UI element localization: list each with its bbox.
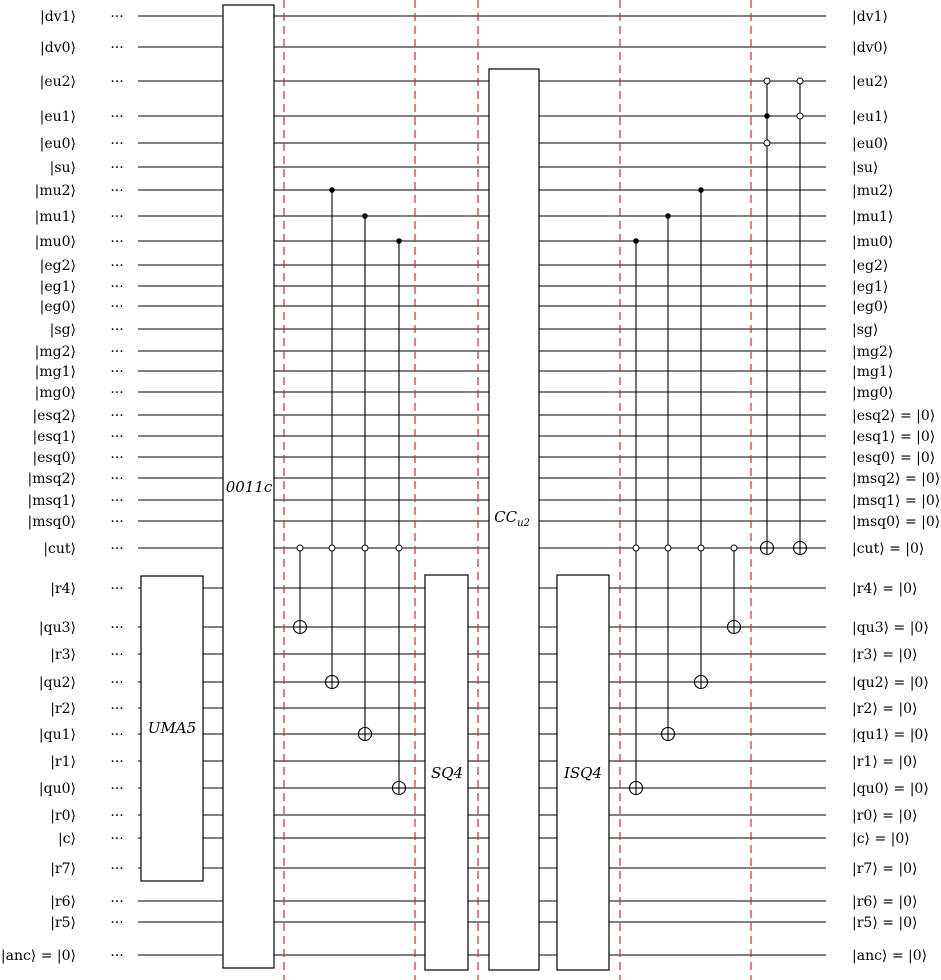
control-dot-open [362, 545, 368, 551]
ellipsis: ··· [110, 385, 124, 401]
left-label: |mg2⟩ [34, 344, 76, 360]
left-label: |esq0⟩ [32, 450, 76, 466]
sq4-gate [425, 575, 468, 970]
ellipsis: ··· [110, 109, 124, 125]
control-dot-open [764, 140, 770, 146]
control-dot-open [297, 545, 303, 551]
ellipsis: ··· [110, 701, 124, 717]
right-label: |msq1⟩ = |0⟩ [852, 493, 941, 509]
ellipsis: ··· [110, 234, 124, 250]
control-dot-open [797, 113, 803, 119]
control-dot-filled [329, 187, 335, 193]
left-label: |eg2⟩ [39, 258, 76, 274]
right-label: |eg0⟩ [852, 299, 889, 315]
control-dot-open [665, 545, 671, 551]
left-label: |r0⟩ [50, 808, 76, 824]
sq4-label: SQ4 [430, 764, 464, 782]
ellipsis: ··· [110, 364, 124, 380]
right-label: |r3⟩ = |0⟩ [852, 647, 918, 663]
left-label: |su⟩ [49, 160, 76, 176]
isq4-gate [557, 575, 609, 970]
left-label: |r6⟩ [50, 894, 76, 910]
left-labels [1, 9, 124, 964]
left-label: |eu1⟩ [39, 109, 76, 125]
ellipsis: ··· [110, 209, 124, 225]
ellipsis: ··· [110, 322, 124, 338]
control-dot-filled [698, 187, 704, 193]
right-label: |qu3⟩ = |0⟩ [852, 620, 929, 636]
right-label: |esq0⟩ = |0⟩ [852, 450, 936, 466]
right-labels [852, 9, 940, 964]
right-label: |r6⟩ = |0⟩ [852, 894, 918, 910]
right-label: |mu2⟩ [852, 183, 894, 199]
ellipsis: ··· [110, 647, 124, 663]
left-label: |mu2⟩ [34, 183, 76, 199]
isq4-label: ISQ4 [563, 764, 603, 782]
left-label: |eg1⟩ [39, 279, 76, 295]
cnot-target [695, 676, 708, 689]
control-dot-open [329, 545, 335, 551]
cc-main-text: CC [494, 508, 518, 526]
ellipsis: ··· [110, 408, 124, 424]
right-label: |qu0⟩ = |0⟩ [852, 781, 929, 797]
left-label: |cut⟩ [43, 541, 76, 557]
cnot-target [728, 621, 741, 634]
cnot-target [630, 782, 643, 795]
left-label: |qu3⟩ [38, 620, 76, 636]
ellipsis: ··· [110, 450, 124, 466]
control-dot-filled [396, 238, 402, 244]
cnot-target [794, 542, 807, 555]
right-label: |dv1⟩ [852, 9, 888, 25]
gates-layer [141, 5, 609, 970]
left-label: |mu1⟩ [34, 209, 76, 225]
right-label: |r5⟩ = |0⟩ [852, 915, 918, 931]
cnot-target [662, 728, 675, 741]
cc-sub-text: u2 [517, 518, 530, 529]
control-dot-open [764, 78, 770, 84]
right-label: |mu0⟩ [852, 234, 894, 250]
right-label: |mu1⟩ [852, 209, 894, 225]
control-dot-open [396, 545, 402, 551]
right-label: |cut⟩ = |0⟩ [852, 541, 925, 557]
g0011c-gate [223, 5, 274, 968]
right-label: |sg⟩ [852, 322, 879, 338]
ellipsis: ··· [110, 581, 124, 597]
control-dot-filled [665, 213, 671, 219]
left-label: |qu2⟩ [38, 675, 76, 691]
ellipsis: ··· [110, 183, 124, 199]
left-label: |r2⟩ [50, 701, 76, 717]
left-label: |msq0⟩ [27, 514, 76, 530]
right-label: |r1⟩ = |0⟩ [852, 754, 918, 770]
right-label: |qu2⟩ = |0⟩ [852, 675, 929, 691]
right-label: |eu1⟩ [852, 109, 889, 125]
left-label: |r4⟩ [50, 581, 76, 597]
right-label: |eg1⟩ [852, 279, 889, 295]
ellipsis: ··· [110, 136, 124, 152]
right-label: |msq2⟩ = |0⟩ [852, 471, 941, 487]
right-label: |r2⟩ = |0⟩ [852, 701, 918, 717]
right-label: |r4⟩ = |0⟩ [852, 581, 918, 597]
ellipsis: ··· [110, 781, 124, 797]
left-label: |mg0⟩ [34, 385, 76, 401]
left-label: |esq1⟩ [32, 429, 76, 445]
ellipsis: ··· [110, 948, 124, 964]
right-label: |c⟩ = |0⟩ [852, 831, 910, 847]
left-label: |eu0⟩ [39, 136, 76, 152]
ellipsis: ··· [110, 894, 124, 910]
control-dot-open [797, 78, 803, 84]
left-label: |msq1⟩ [27, 493, 76, 509]
cnot-target [326, 676, 339, 689]
ellipsis: ··· [110, 279, 124, 295]
right-label: |r7⟩ = |0⟩ [852, 861, 918, 877]
ellipsis: ··· [110, 861, 124, 877]
left-label: |mu0⟩ [34, 234, 76, 250]
control-dot-filled [764, 113, 770, 119]
left-label: |r7⟩ [50, 861, 76, 877]
cnot-target [761, 542, 774, 555]
ellipsis: ··· [110, 541, 124, 557]
control-dot-open [698, 545, 704, 551]
left-label: |sg⟩ [49, 322, 76, 338]
ellipsis: ··· [110, 258, 124, 274]
right-label: |anc⟩ = |0⟩ [852, 948, 928, 964]
left-label: |msq2⟩ [27, 471, 76, 487]
right-label: |r0⟩ = |0⟩ [852, 808, 918, 824]
right-label: |eu0⟩ [852, 136, 889, 152]
ellipsis: ··· [110, 915, 124, 931]
ellipsis: ··· [110, 74, 124, 90]
left-label: |qu0⟩ [38, 781, 76, 797]
right-label: |mg2⟩ [852, 344, 894, 360]
right-label: |eu2⟩ [852, 74, 889, 90]
ellipsis: ··· [110, 471, 124, 487]
right-label: |eg2⟩ [852, 258, 889, 274]
right-label: |mg0⟩ [852, 385, 894, 401]
control-dot-filled [362, 213, 368, 219]
control-dot-open [731, 545, 737, 551]
left-label: |dv1⟩ [40, 9, 76, 25]
cnot-target [294, 621, 307, 634]
left-label: |c⟩ [57, 831, 76, 847]
left-label: |r1⟩ [50, 754, 76, 770]
ellipsis: ··· [110, 429, 124, 445]
cnot-target [393, 782, 406, 795]
control-dot-open [633, 545, 639, 551]
right-label: |msq0⟩ = |0⟩ [852, 514, 941, 530]
ellipsis: ··· [110, 727, 124, 743]
left-label: |anc⟩ = |0⟩ [0, 948, 76, 964]
left-label: |esq2⟩ [32, 408, 76, 424]
left-label: |dv0⟩ [40, 40, 76, 56]
cc-u2-gate [489, 69, 539, 970]
left-label: |eg0⟩ [39, 299, 76, 315]
left-label: |mg1⟩ [34, 364, 76, 380]
ellipsis: ··· [110, 40, 124, 56]
right-label: |esq1⟩ = |0⟩ [852, 429, 936, 445]
ellipsis: ··· [110, 675, 124, 691]
right-label: |dv0⟩ [852, 40, 888, 56]
cnot-target [359, 728, 372, 741]
ellipsis: ··· [110, 620, 124, 636]
ellipsis: ··· [110, 831, 124, 847]
uma5-label: UMA5 [147, 719, 197, 737]
right-label: |mg1⟩ [852, 364, 894, 380]
right-label: |esq2⟩ = |0⟩ [852, 408, 936, 424]
left-label: |r3⟩ [50, 647, 76, 663]
g0011c-label: 0011c [225, 478, 273, 496]
ellipsis: ··· [110, 9, 124, 25]
left-label: |qu1⟩ [38, 727, 76, 743]
ellipsis: ··· [110, 160, 124, 176]
ellipsis: ··· [110, 808, 124, 824]
uma5-gate [141, 576, 203, 881]
ellipsis: ··· [110, 344, 124, 360]
control-dot-filled [633, 238, 639, 244]
ellipsis: ··· [110, 299, 124, 315]
left-label: |r5⟩ [50, 915, 76, 931]
ellipsis: ··· [110, 493, 124, 509]
right-label: |su⟩ [852, 160, 879, 176]
right-label: |qu1⟩ = |0⟩ [852, 727, 929, 743]
ellipsis: ··· [110, 754, 124, 770]
left-label: |eu2⟩ [39, 74, 76, 90]
ellipsis: ··· [110, 514, 124, 530]
